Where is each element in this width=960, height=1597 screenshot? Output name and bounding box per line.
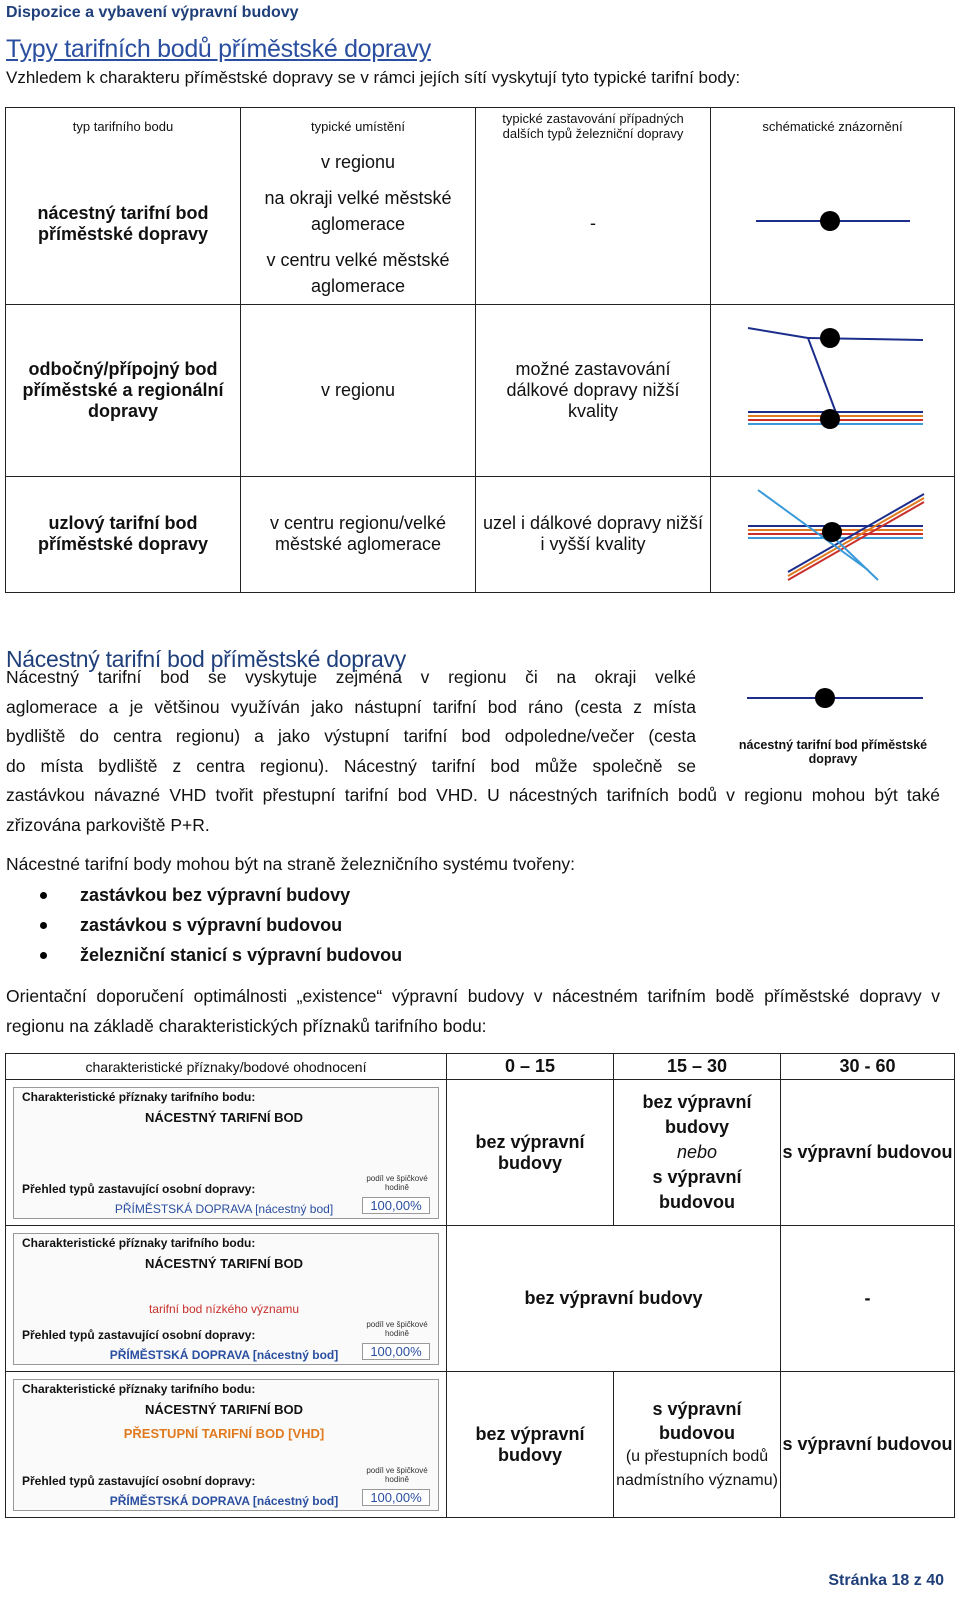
panel-main: NÁCESTNÝ TARIFNÍ BOD xyxy=(145,1109,303,1125)
para1-line: Nácestný tarifní bod se vyskytuje zejména v regionu či na okraji velké xyxy=(6,667,696,687)
row2-type: odbočný/přípojný bod příměstské a regionální dopravy xyxy=(6,304,241,476)
r2-c12: bez výpravní budovy xyxy=(447,1226,781,1372)
table-row xyxy=(6,476,955,592)
table-row xyxy=(6,144,955,304)
panel-transport: PŘÍMĚSTSKÁ DOPRAVA [nácestný bod] xyxy=(114,1201,334,1216)
table-row xyxy=(6,1226,955,1372)
panel-overview: Přehled typů zastavující osobní dopravy: xyxy=(22,1181,256,1196)
row1-loc2: na okraji velké městské aglomerace xyxy=(264,187,452,234)
scheme-branch-point xyxy=(728,308,938,468)
scheme-hub-point xyxy=(728,482,938,582)
panel-share: podíl ve špičkové hodině xyxy=(366,1173,428,1192)
row3-location: v centru regionu/velké městské aglomerace xyxy=(241,476,476,592)
r3-c2 xyxy=(614,1372,781,1518)
criteria-panel xyxy=(13,1087,439,1219)
row1-loc3: v centru velké městské aglomerace xyxy=(266,249,450,296)
section-title: Nácestný tarifní bod příměstské dopravy xyxy=(6,646,406,672)
r3-c2b: (u přestupních bodů nadmístního významu) xyxy=(616,1447,778,1489)
section-para1 xyxy=(6,663,696,781)
page-header: Dispozice a vybavení výpravní budovy xyxy=(6,4,299,21)
th-type: typ tarifního bodu xyxy=(6,108,241,145)
th-stops: typické zastavování případných dalších typů železniční dopravy xyxy=(476,108,711,145)
r3-c3: s výpravní budovou xyxy=(781,1372,955,1518)
figure-through-point xyxy=(745,682,925,714)
row1-panel xyxy=(6,1080,447,1226)
row1-locations xyxy=(241,144,476,304)
panel-percent: 100,00% xyxy=(362,1197,430,1214)
panel-share: podíl ve špičkové hodině xyxy=(366,1465,428,1484)
page-title: Typy tarifních bodů příměstské dopravy xyxy=(6,35,431,63)
th-30-60: 30 - 60 xyxy=(781,1054,955,1080)
section-para3: Orientační doporučení optimálnosti „existence“ výpravní budovy v nácestném tarifním bodě příměstské dopravy v regionu na základě charakteristických příznaků tarifního bodu: xyxy=(6,986,940,1036)
list-item: zastávkou s výpravní budovou xyxy=(40,910,402,940)
panel-transport: PŘÍMĚSTSKÁ DOPRAVA [nácestný bod] xyxy=(109,1493,339,1508)
table-row xyxy=(6,1372,955,1518)
panel-title: Charakteristické příznaky tarifního bodu: xyxy=(22,1381,256,1396)
table-row xyxy=(6,1080,955,1226)
para1-line: do místa bydliště z centra regionu). Nácestný tarifní bod může společně se xyxy=(6,755,696,776)
list-item: zastávkou bez výpravní budovy xyxy=(40,880,402,910)
figure-caption: nácestný tarifní bod příměstské dopravy xyxy=(738,738,928,766)
row2-location: v regionu xyxy=(241,304,476,476)
panel-main: NÁCESTNÝ TARIFNÍ BOD xyxy=(145,1401,303,1417)
row1-loc1: v regionu xyxy=(320,151,396,172)
r1-c2c: s výpravní budovou xyxy=(652,1167,742,1212)
panel-percent: 100,00% xyxy=(362,1343,430,1360)
row2-scheme xyxy=(711,304,955,476)
panel-vhd: PŘESTUPNÍ TARIFNÍ BOD [VHD] xyxy=(123,1425,325,1441)
scheme-through-point xyxy=(728,191,938,251)
panel-overview: Přehled typů zastavující osobní dopravy: xyxy=(22,1327,256,1342)
th-scheme: schématické znázornění xyxy=(711,108,955,145)
para1-line: bydliště do centra regionu) a jako výstupní tarifní bod odpoledne/večer (cesta xyxy=(6,726,696,746)
r1-c2b: nebo xyxy=(676,1142,718,1162)
row3-panel xyxy=(6,1372,447,1518)
row1-stops: - xyxy=(476,144,711,304)
row2-panel xyxy=(6,1226,447,1372)
th-location: typické umístění xyxy=(241,108,476,145)
r1-c1: bez výpravní budovy xyxy=(447,1080,614,1226)
r1-c3: s výpravní budovou xyxy=(781,1080,955,1226)
row3-scheme xyxy=(711,476,955,592)
bullet-list xyxy=(40,880,402,970)
panel-percent: 100,00% xyxy=(362,1489,430,1506)
row2-stops: možné zastavování dálkové dopravy nižší kvality xyxy=(476,304,711,476)
panel-share: podíl ve špičkové hodině xyxy=(366,1319,428,1338)
criteria-panel xyxy=(13,1379,439,1511)
intro-text: Vzhledem k charakteru příměstské dopravy se v rámci jejích sítí vyskytují tyto typické tarifní body: xyxy=(6,68,741,87)
panel-title: Charakteristické příznaky tarifního bodu: xyxy=(22,1235,256,1250)
section-para2: Nácestné tarifní body mohou být na straně železničního systému tvořeny: xyxy=(6,854,576,874)
panel-transport: PŘÍMĚSTSKÁ DOPRAVA [nácestný bod] xyxy=(109,1347,339,1362)
tarif-types-table xyxy=(5,107,955,593)
row1-scheme xyxy=(711,144,955,304)
panel-main: NÁCESTNÝ TARIFNÍ BOD xyxy=(145,1255,303,1271)
table-row xyxy=(6,304,955,476)
list-item: železniční stanicí s výpravní budovou xyxy=(40,940,402,970)
r3-c1: bez výpravní budovy xyxy=(447,1372,614,1518)
th-15-30: 15 – 30 xyxy=(614,1054,781,1080)
para1-line: aglomerace a je většinou využíván jako nástupní tarifní bod ráno (cesta z místa xyxy=(6,696,696,717)
section-para1-rest: zastávkou návazné VHD tvořit přestupní tarifní bod VHD. U nácestných tarifních bodů v regionu mohou být také zřizována parkoviště P+R. xyxy=(6,785,940,835)
panel-overview: Přehled typů zastavující osobní dopravy: xyxy=(22,1473,256,1488)
panel-title: Charakteristické příznaky tarifního bodu: xyxy=(22,1089,256,1104)
row3-type: uzlový tarifní bod příměstské dopravy xyxy=(6,476,241,592)
r1-c2a: bez výpravní budovy xyxy=(642,1092,752,1137)
th-characteristics: charakteristické příznaky/bodové ohodnocení xyxy=(6,1054,447,1080)
criteria-panel xyxy=(13,1233,439,1365)
row1-type: nácestný tarifní bod příměstské dopravy xyxy=(6,144,241,304)
r3-c2a: s výpravní budovou xyxy=(652,1398,742,1443)
recommendation-table xyxy=(5,1053,955,1518)
panel-low: tarifní bod nízkého významu xyxy=(148,1301,300,1316)
page-number: Stránka 18 z 40 xyxy=(828,1572,944,1589)
th-0-15: 0 – 15 xyxy=(447,1054,614,1080)
r2-c3: - xyxy=(781,1226,955,1372)
r1-c2 xyxy=(614,1080,781,1226)
row3-stops: uzel i dálkové dopravy nižší i vyšší kvality xyxy=(476,476,711,592)
